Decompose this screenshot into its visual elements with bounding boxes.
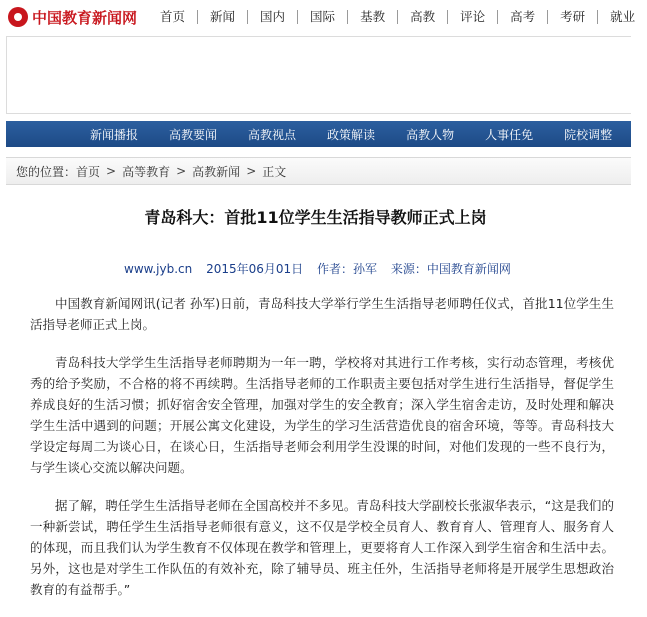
banner-ad-area <box>6 36 631 114</box>
top-nav-employment[interactable]: 就业 <box>597 10 647 24</box>
channel-nav-appointments[interactable]: 人事任免 <box>485 127 534 142</box>
breadcrumb <box>6 157 631 185</box>
channel-nav <box>6 121 631 147</box>
top-nav-home[interactable]: 首页 <box>160 9 186 24</box>
breadcrumb-home[interactable]: 首页 <box>76 164 101 179</box>
breadcrumb-separator: > <box>106 164 117 178</box>
breadcrumb-higher-edu-news[interactable]: 高教新闻 <box>192 164 241 179</box>
top-nav-commentary[interactable]: 评论 <box>447 10 497 24</box>
breadcrumb-label: 您的位置： <box>16 164 77 179</box>
top-nav-international[interactable]: 国际 <box>297 10 347 24</box>
article-meta <box>124 260 521 277</box>
top-nav <box>148 10 647 24</box>
channel-nav-news-broadcast[interactable]: 新闻播报 <box>90 127 139 142</box>
article-paragraph: 中国教育新闻网讯(记者 孙军)日前，青岛科技大学举行学生生活指导老师聘任仪式，首批11位学生生活指导老师正式上岗。 <box>30 296 614 332</box>
breadcrumb-separator: > <box>246 164 257 178</box>
channel-nav-headlines[interactable]: 高教要闻 <box>169 127 218 142</box>
top-nav-news[interactable]: 新闻 <box>197 10 247 24</box>
top-nav-gaokao[interactable]: 高考 <box>497 10 547 24</box>
top-bar <box>0 0 636 36</box>
channel-nav-people[interactable]: 高教人物 <box>406 127 455 142</box>
article-paragraph: 青岛科技大学学生生活指导老师聘期为一年一聘，学校将对其进行工作考核，实行动态管理，考核优秀的给予奖励，不合格的将不再续聘。生活指导老师的工作职责主要包括对学生进行生活指导，督促学生养成良好的生活习惯；抓好宿舍安全管理，加强对学生的安全教育；深入学生宿舍走访，及时处理和解决学生生活中遇到的问题；开展公寓文化建设，为学生的学习生活营造优良的宿舍环境，等等。青岛科技大学设定每周二为谈心日，在谈心日，生活指导老师会利用学生没课的时间，对他们发现的一些不良行为，与学生谈心交流以解决问题。 <box>30 355 614 475</box>
article-body <box>30 293 614 617</box>
breadcrumb-separator: > <box>176 164 187 178</box>
channel-nav-viewpoints[interactable]: 高教视点 <box>248 127 297 142</box>
top-nav-domestic[interactable]: 国内 <box>247 10 297 24</box>
article-title: 青岛科大：首批11位学生生活指导教师正式上岗 <box>144 208 487 227</box>
article-author: 作者：孙军 <box>316 262 377 276</box>
channel-nav-adjustments[interactable]: 院校调整 <box>564 127 613 142</box>
logo-emblem-icon <box>8 7 28 27</box>
article-paragraph: 据了解，聘任学生生活指导老师在全国高校并不多见。青岛科技大学副校长张淑华表示，“这是我们的一种新尝试，聘任学生生活指导老师很有意义，这不仅是学校全员育人、教育育人、管理育人、服务育人的体现，而且我们认为学生教育不仅体现在教学和管理上，更要将育人工作深入到学生宿舍和生活中去。另外，这也是对学生工作队伍的有效补充，除了辅导员、班主任外，生活指导老师将是开展学生思想政治教育的有益帮手。” <box>30 498 614 597</box>
article-source: 来源：中国教育新闻网 <box>390 262 511 276</box>
top-nav-basic-edu[interactable]: 基教 <box>347 10 397 24</box>
channel-nav-policy[interactable]: 政策解读 <box>327 127 376 142</box>
article-site-link[interactable]: www.jyb.cn <box>124 262 193 276</box>
top-nav-kaoyan[interactable]: 考研 <box>547 10 597 24</box>
breadcrumb-higher-edu[interactable]: 高等教育 <box>122 164 171 179</box>
breadcrumb-current: 正文 <box>262 164 287 179</box>
article-date: 2015年06月01日 <box>206 262 304 276</box>
site-logo[interactable] <box>8 6 137 28</box>
top-nav-higher-edu[interactable]: 高教 <box>397 10 447 24</box>
logo-text: 中国教育新闻网 <box>32 8 138 27</box>
